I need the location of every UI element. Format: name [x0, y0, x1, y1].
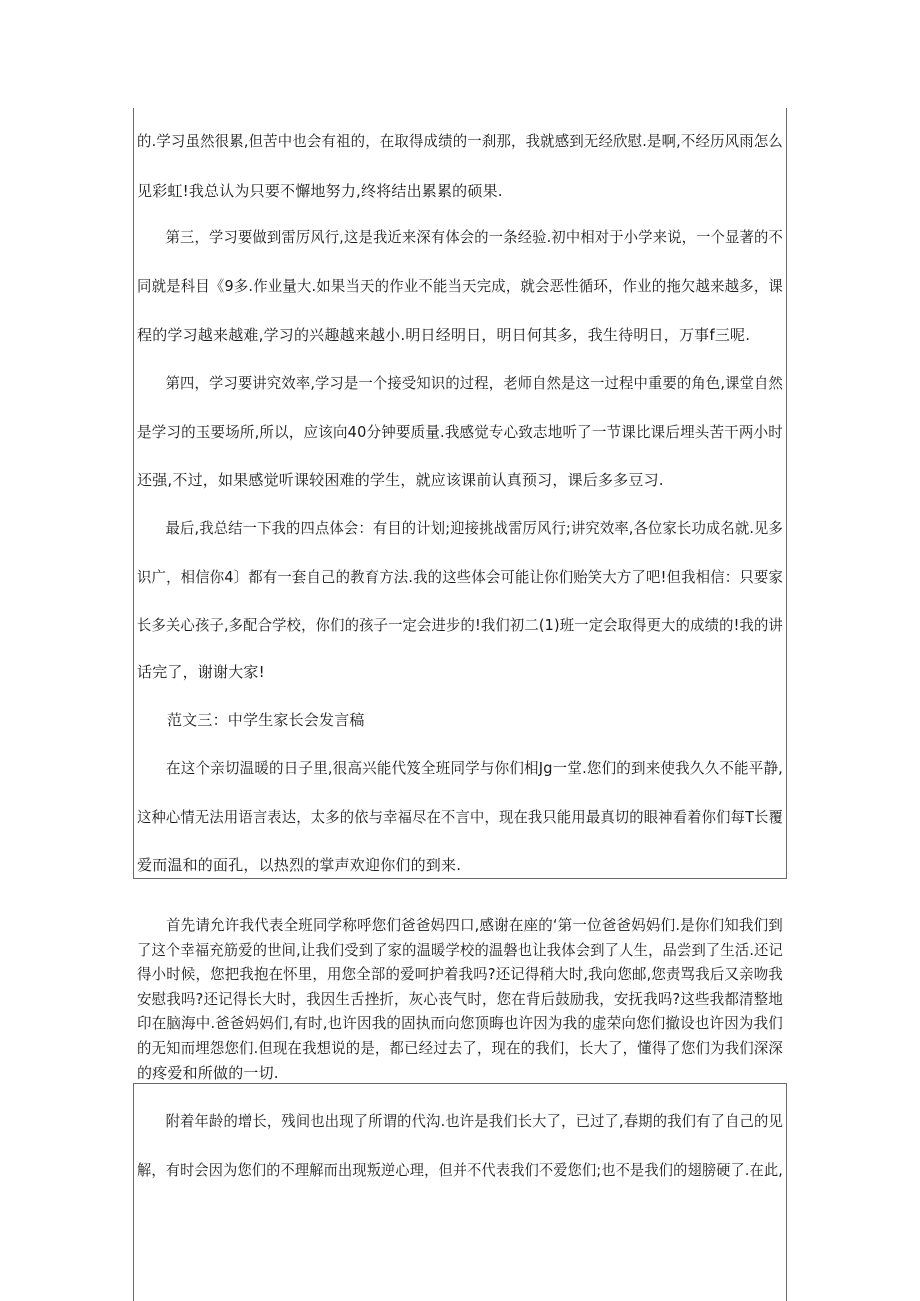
- paragraph-welcome-line3: 爱而温和的面孔，以热烈的掌声欢迎你们的到来.: [137, 856, 462, 874]
- paragraph-third-line2: 同就是科目《9多.作业量大.如果当天的作业不能当天完成，就会恶性循环，作业的拖欠越来越多，课: [137, 277, 783, 295]
- paragraph-welcome-line2: 这种心情无法用语言表达，太多的依与幸福尽在不言中，现在我只能用最真切的眼神看着你们每T长覆: [137, 808, 783, 826]
- paragraph-final-line4: 话完了，谢谢大家!: [137, 663, 265, 681]
- paragraph-line: 见彩虹!我总认为只要不懈地努力,终将结出累累的硕果.: [137, 182, 503, 200]
- middle-paragraph-line3: 得小时候，您把我抱在怀里，用您全部的爱呵护着我吗?还记得稍大时,我向您邮,您责骂我后又亲吻我: [137, 965, 783, 984]
- middle-paragraph-line1: 首先请允许我代表全班同学称呼您们爸爸妈四口,感谢在座的‘第一位爸爸妈妈们.是你们知我们到: [166, 916, 784, 934]
- paragraph-third-line1: 第三，学习要做到雷厉风行,这是我近来深有体会的一条经验.初中相对于小学来说，一个显著的不: [165, 228, 783, 246]
- lower-paragraph-line1: 附着年龄的增长，残间也出现了所谓的代沟.也许是我们长大了，已过了,春期的我们有了自己的见: [165, 1112, 783, 1130]
- lower-paragraph-line2: 解，有时会因为您们的不理解而出现叛逆心理，但并不代表我们不爱您们;也不是我们的翅膀硬了.在此,: [137, 1161, 783, 1179]
- paragraph-welcome-line1: 在这个亲切温暖的日子里,很高兴能代笈全班同学与你们相Jg一堂.您们的到来使我久久不能平静,: [166, 759, 784, 777]
- paragraph-final-line1: 最后,我总结一下我的四点体会：有目的计划;迎接挑战雷厉风行;讲究效率,各位家长功成名就.见多: [165, 519, 783, 537]
- middle-paragraph-line7: 的疼爱和所做的一切.: [137, 1063, 279, 1082]
- paragraph-third-line3: 程的学习越来越难,学习的兴趣越来越小.明日经明日，明日何其多，我生待明日，万事f三呢.: [137, 326, 751, 344]
- section-title: 范文三：中学生家长会发言稿: [167, 711, 365, 729]
- middle-paragraph-line5: 印在脑海中.爸爸妈妈们,有时,也许因我的固执而向您顶晦也许因为我的虚荣向您们撤设也许因为我们: [137, 1014, 783, 1033]
- paragraph-fourth-line2: 是学习的玉要场所,所以，应该向40分钟要质量.我感觉专心致志地听了一节课比课后埋头苦干两小时: [137, 423, 783, 441]
- middle-paragraph-line2: 了这个幸福充筋爱的世间,让我们受到了家的温暖学校的温磐也让我体会到了人生，品尝到了生活.还记: [137, 940, 783, 959]
- middle-paragraph-line4: 安慰我吗?还记得长大时，我因生舌挫折，灰心丧气时，您在背后鼓励我，安抚我吗?这些我都清整地: [137, 989, 783, 1008]
- paragraph-final-line3: 长多关心孩子,多配合学校，你们的孩子一定会进步的!我们初二(1)班一定会取得更大的成绩的!我的讲: [137, 616, 783, 634]
- paragraph-fourth-line1: 第四，学习要讲究效率,学习是一个接受知识的过程，老师自然是这一过程中重要的角色,课堂自然: [165, 374, 783, 392]
- paragraph-line: 的.学习虽然很累,但苦中也会有祖的，在取得成绩的一刹那，我就感到无经欣慰.是啊,不经历风雨怎么: [137, 132, 783, 150]
- paragraph-final-line2: 识广，相信你4〕都有一套自己的教育方法.我的这些体会可能让你们贻笑大方了吧!但我相信：只要家: [137, 568, 783, 586]
- paragraph-fourth-line3: 还强,不过，如果感觉听课较困难的学生，就应该课前认真预习，课后多多豆习.: [137, 471, 664, 489]
- middle-paragraph-line6: 的无知而埋怨您们.但现在我想说的是，都已经过去了，现在的我们，长大了，懂得了您们为我们深深: [137, 1039, 783, 1057]
